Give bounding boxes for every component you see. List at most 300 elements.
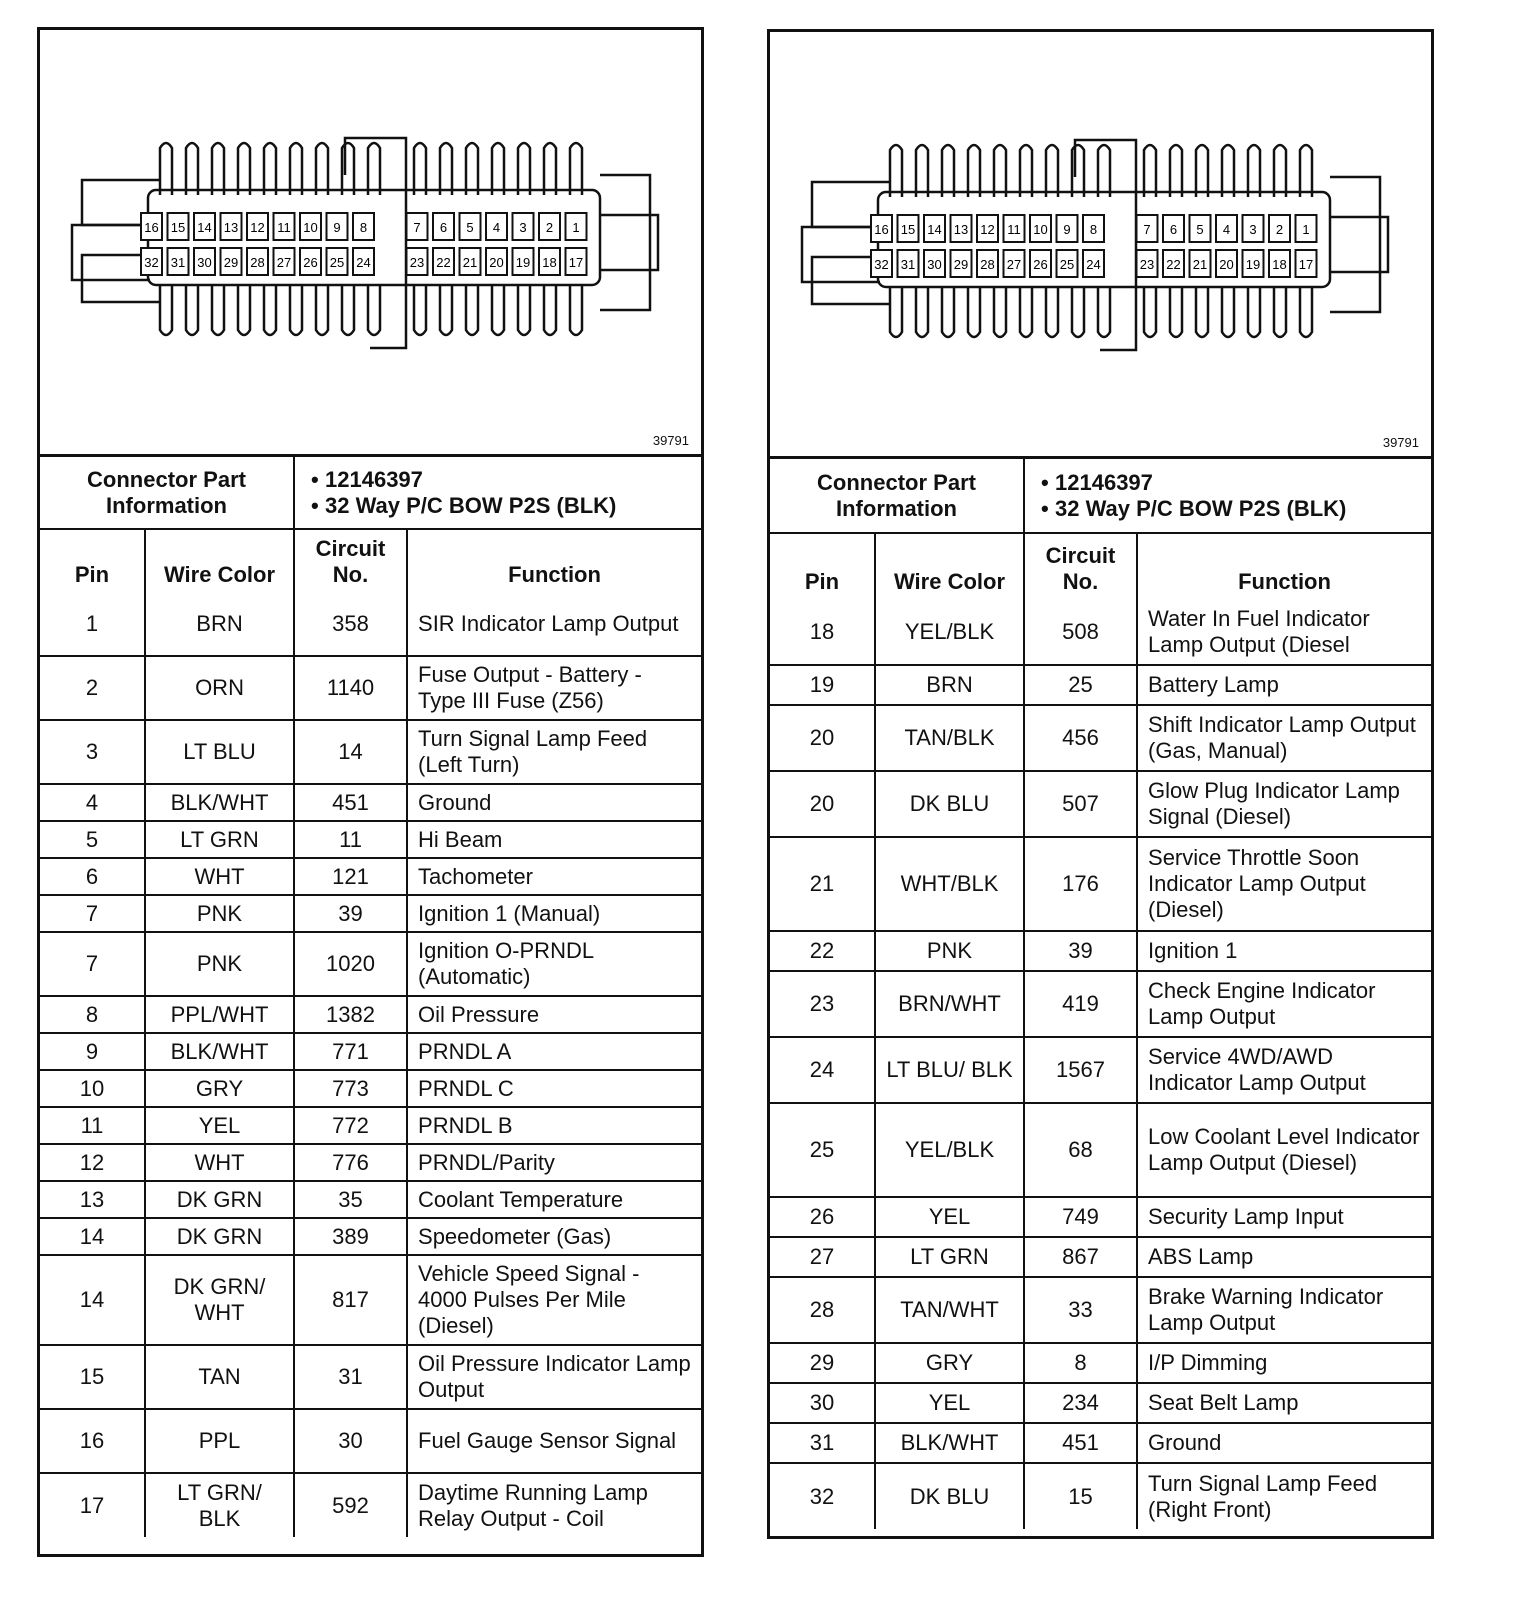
pin-cell-diagram bbox=[977, 250, 998, 277]
pin-cell: 5 bbox=[40, 821, 145, 858]
circuit-cell: 30 bbox=[294, 1409, 407, 1473]
pin-cell: 26 bbox=[770, 1197, 875, 1237]
pin-number: 21 bbox=[462, 255, 478, 270]
function-cell: SIR Indicator Lamp Output bbox=[407, 592, 701, 656]
pin-cell: 3 bbox=[40, 720, 145, 784]
pin-cell: 18 bbox=[770, 599, 875, 665]
pin-cell-diagram bbox=[274, 248, 295, 275]
wire-color-cell: ORN bbox=[145, 656, 294, 720]
pin-cell-diagram bbox=[924, 215, 945, 242]
function-cell: Water In Fuel Indicator Lamp Output (Diesel bbox=[1137, 599, 1431, 665]
connector-figure bbox=[40, 30, 701, 457]
pin-number: 9 bbox=[333, 220, 341, 235]
pin-cell: 29 bbox=[770, 1343, 875, 1383]
function-cell: Ignition 1 bbox=[1137, 931, 1431, 971]
pin-number: 15 bbox=[170, 220, 186, 235]
pin-row bbox=[40, 1107, 701, 1144]
pin-cell-diagram bbox=[513, 248, 534, 275]
circuit-cell: 35 bbox=[294, 1181, 407, 1218]
pin-cell-diagram bbox=[247, 248, 268, 275]
pin-cell: 20 bbox=[770, 705, 875, 771]
pin-cell-diagram bbox=[977, 215, 998, 242]
pin-cell-diagram bbox=[566, 248, 587, 275]
circuit-cell: 1382 bbox=[294, 996, 407, 1033]
pin-row bbox=[40, 1345, 701, 1409]
pin-cell: 16 bbox=[40, 1409, 145, 1473]
function-cell: Brake Warning Indicator Lamp Output bbox=[1137, 1277, 1431, 1343]
pin-cell: 1 bbox=[40, 592, 145, 656]
pin-cell-diagram bbox=[1243, 250, 1264, 277]
pin-row bbox=[40, 1255, 701, 1345]
circuit-cell: 358 bbox=[294, 592, 407, 656]
connector-info-label: Connector Part Information bbox=[770, 459, 1024, 533]
pin-cell-diagram bbox=[1083, 250, 1104, 277]
wire-color-cell: BRN bbox=[875, 665, 1024, 705]
pin-cell-diagram bbox=[1216, 215, 1237, 242]
connector-table bbox=[770, 459, 1431, 1529]
pin-cell: 13 bbox=[40, 1181, 145, 1218]
pin-cell: 14 bbox=[40, 1255, 145, 1345]
wire-color-cell: PPL/WHT bbox=[145, 996, 294, 1033]
pin-row bbox=[40, 1218, 701, 1255]
pin-number: 23 bbox=[409, 255, 425, 270]
function-cell: Fuse Output - Battery - Type III Fuse (Z56) bbox=[407, 656, 701, 720]
pin-number: 5 bbox=[466, 220, 474, 235]
pin-number: 32 bbox=[874, 257, 889, 272]
function-cell: Glow Plug Indicator Lamp Signal (Diesel) bbox=[1137, 771, 1431, 837]
pin-cell: 9 bbox=[40, 1033, 145, 1070]
figure-id: 39791 bbox=[652, 433, 689, 448]
wire-color-cell: BLK/WHT bbox=[875, 1423, 1024, 1463]
function-cell: Ignition O-PRNDL (Automatic) bbox=[407, 932, 701, 996]
pin-number: 16 bbox=[874, 222, 889, 237]
function-cell: Service 4WD/AWD Indicator Lamp Output bbox=[1137, 1037, 1431, 1103]
pin-cell: 30 bbox=[770, 1383, 875, 1423]
connector-info-row bbox=[770, 459, 1431, 533]
wire-color-cell: DK BLU bbox=[875, 1463, 1024, 1529]
pin-cell-diagram bbox=[1163, 250, 1184, 277]
circuit-cell: 121 bbox=[294, 858, 407, 895]
pin-number: 23 bbox=[1139, 257, 1155, 272]
circuit-cell: 776 bbox=[294, 1144, 407, 1181]
pin-number: 26 bbox=[1033, 257, 1048, 272]
pin-number: 22 bbox=[436, 255, 451, 270]
pin-number: 19 bbox=[515, 255, 531, 270]
function-cell: Hi Beam bbox=[407, 821, 701, 858]
circuit-cell: 508 bbox=[1024, 599, 1137, 665]
circuit-cell: 749 bbox=[1024, 1197, 1137, 1237]
pin-cell-diagram bbox=[1004, 250, 1025, 277]
function-cell: Oil Pressure bbox=[407, 996, 701, 1033]
pin-cell-diagram bbox=[300, 213, 321, 240]
wire-color-cell: GRY bbox=[875, 1343, 1024, 1383]
function-cell: I/P Dimming bbox=[1137, 1343, 1431, 1383]
pin-cell-diagram bbox=[1190, 215, 1211, 242]
circuit-cell: 817 bbox=[294, 1255, 407, 1345]
pin-number: 24 bbox=[1086, 257, 1101, 272]
pin-cell-diagram bbox=[1004, 215, 1025, 242]
header-circuit: Circuit No. bbox=[1024, 533, 1137, 599]
pin-number: 15 bbox=[900, 222, 916, 237]
function-cell: ABS Lamp bbox=[1137, 1237, 1431, 1277]
pin-cell-diagram bbox=[951, 215, 972, 242]
pin-row bbox=[770, 1277, 1431, 1343]
pin-cell-diagram bbox=[898, 250, 919, 277]
function-cell: PRNDL B bbox=[407, 1107, 701, 1144]
pin-row bbox=[770, 1423, 1431, 1463]
wire-color-cell: LT GRN bbox=[145, 821, 294, 858]
pin-row bbox=[40, 932, 701, 996]
pin-cell-diagram bbox=[513, 213, 534, 240]
circuit-cell: 1140 bbox=[294, 656, 407, 720]
function-cell: Service Throttle Soon Indicator Lamp Output (Diesel) bbox=[1137, 837, 1431, 931]
pin-row bbox=[770, 1037, 1431, 1103]
wire-color-cell: YEL bbox=[145, 1107, 294, 1144]
pin-cell-diagram bbox=[951, 250, 972, 277]
connector-info-label: Connector Part Information bbox=[40, 457, 294, 529]
connector-diagram bbox=[40, 30, 701, 454]
circuit-cell: 772 bbox=[294, 1107, 407, 1144]
circuit-cell: 33 bbox=[1024, 1277, 1137, 1343]
function-cell: Ignition 1 (Manual) bbox=[407, 895, 701, 932]
circuit-cell: 68 bbox=[1024, 1103, 1137, 1197]
circuit-cell: 451 bbox=[294, 784, 407, 821]
pin-cell-diagram bbox=[1163, 215, 1184, 242]
pin-number: 3 bbox=[519, 220, 527, 235]
pin-number: 10 bbox=[1033, 222, 1048, 237]
function-cell: PRNDL A bbox=[407, 1033, 701, 1070]
pin-cell-diagram bbox=[274, 213, 295, 240]
pin-cell-diagram bbox=[327, 213, 348, 240]
pin-number: 10 bbox=[303, 220, 318, 235]
pin-cell-diagram bbox=[327, 248, 348, 275]
pin-cell: 32 bbox=[770, 1463, 875, 1529]
header-pin: Pin bbox=[40, 529, 145, 592]
pin-number: 14 bbox=[927, 222, 942, 237]
header-wire-color: Wire Color bbox=[875, 533, 1024, 599]
pin-number: 18 bbox=[1272, 257, 1287, 272]
pin-number: 9 bbox=[1063, 222, 1071, 237]
circuit-cell: 11 bbox=[294, 821, 407, 858]
circuit-cell: 867 bbox=[1024, 1237, 1137, 1277]
pin-cell: 20 bbox=[770, 771, 875, 837]
pin-cell: 27 bbox=[770, 1237, 875, 1277]
figure-id: 39791 bbox=[1382, 435, 1419, 450]
pin-cell: 15 bbox=[40, 1345, 145, 1409]
pin-number: 4 bbox=[492, 220, 501, 235]
function-cell: Turn Signal Lamp Feed (Right Front) bbox=[1137, 1463, 1431, 1529]
circuit-cell: 234 bbox=[1024, 1383, 1137, 1423]
function-cell: Seat Belt Lamp bbox=[1137, 1383, 1431, 1423]
pin-cell-diagram bbox=[871, 215, 892, 242]
wire-color-cell: BRN/WHT bbox=[875, 971, 1024, 1037]
pin-cell-diagram bbox=[898, 215, 919, 242]
pin-number: 20 bbox=[1219, 257, 1234, 272]
pin-row bbox=[770, 705, 1431, 771]
pin-number: 17 bbox=[1298, 257, 1314, 272]
connector-figure bbox=[770, 32, 1431, 459]
function-cell: PRNDL/Parity bbox=[407, 1144, 701, 1181]
pin-cell: 21 bbox=[770, 837, 875, 931]
pin-cell: 7 bbox=[40, 932, 145, 996]
header-function: Function bbox=[407, 529, 701, 592]
pin-cell: 10 bbox=[40, 1070, 145, 1107]
pin-cell: 23 bbox=[770, 971, 875, 1037]
pin-cell-diagram bbox=[221, 213, 242, 240]
pin-cell-diagram bbox=[1216, 250, 1237, 277]
function-cell: Vehicle Speed Signal - 4000 Pulses Per Mile (Diesel) bbox=[407, 1255, 701, 1345]
header-wire-color: Wire Color bbox=[145, 529, 294, 592]
wire-color-cell: BLK/WHT bbox=[145, 784, 294, 821]
header-pin: Pin bbox=[770, 533, 875, 599]
pin-cell-diagram bbox=[141, 213, 162, 240]
circuit-cell: 8 bbox=[1024, 1343, 1137, 1383]
function-cell: Daytime Running Lamp Relay Output - Coil bbox=[407, 1473, 701, 1537]
pin-number: 4 bbox=[1222, 222, 1231, 237]
pin-number: 13 bbox=[953, 222, 969, 237]
pin-cell-diagram bbox=[539, 213, 560, 240]
wire-color-cell: LT GRN bbox=[875, 1237, 1024, 1277]
pin-cell: 4 bbox=[40, 784, 145, 821]
pin-row bbox=[40, 592, 701, 656]
wire-color-cell: DK BLU bbox=[875, 771, 1024, 837]
wire-color-cell: LT BLU bbox=[145, 720, 294, 784]
pin-cell-diagram bbox=[924, 250, 945, 277]
pin-number: 31 bbox=[900, 257, 916, 272]
pin-cell-diagram bbox=[353, 213, 374, 240]
pin-row bbox=[770, 931, 1431, 971]
pin-cell-diagram bbox=[433, 213, 454, 240]
pin-cell-diagram bbox=[871, 250, 892, 277]
pin-number: 1 bbox=[1302, 222, 1310, 237]
pin-number: 12 bbox=[980, 222, 995, 237]
pin-row bbox=[40, 821, 701, 858]
wire-color-cell: WHT bbox=[145, 1144, 294, 1181]
pin-row bbox=[770, 1383, 1431, 1423]
pin-number: 2 bbox=[1275, 222, 1284, 237]
function-cell: Shift Indicator Lamp Output (Gas, Manual) bbox=[1137, 705, 1431, 771]
pin-number: 25 bbox=[1059, 257, 1075, 272]
pin-row bbox=[770, 599, 1431, 665]
wire-color-cell: BLK/WHT bbox=[145, 1033, 294, 1070]
part-number: • 12146397 bbox=[305, 467, 691, 493]
pin-row bbox=[40, 1409, 701, 1473]
header-circuit: Circuit No. bbox=[294, 529, 407, 592]
pin-number: 11 bbox=[277, 220, 291, 235]
function-cell: Speedometer (Gas) bbox=[407, 1218, 701, 1255]
pin-row bbox=[770, 1463, 1431, 1529]
connector-description: • 32 Way P/C BOW P2S (BLK) bbox=[305, 493, 691, 519]
pin-number: 7 bbox=[413, 220, 421, 235]
pin-cell-diagram bbox=[1057, 250, 1078, 277]
wire-color-cell: YEL bbox=[875, 1383, 1024, 1423]
header-row bbox=[40, 529, 701, 592]
function-cell: Check Engine Indicator Lamp Output bbox=[1137, 971, 1431, 1037]
pin-cell-diagram bbox=[433, 248, 454, 275]
wire-color-cell: WHT/BLK bbox=[875, 837, 1024, 931]
pin-cell-diagram bbox=[1057, 215, 1078, 242]
pin-number: 20 bbox=[489, 255, 504, 270]
pin-number: 25 bbox=[329, 255, 345, 270]
pin-number: 24 bbox=[356, 255, 371, 270]
wire-color-cell: TAN/BLK bbox=[875, 705, 1024, 771]
pin-cell-diagram bbox=[194, 213, 215, 240]
pin-cell: 7 bbox=[40, 895, 145, 932]
pin-row bbox=[40, 720, 701, 784]
wire-color-cell: DK GRN bbox=[145, 1218, 294, 1255]
pin-row bbox=[770, 771, 1431, 837]
pin-number: 1 bbox=[572, 220, 580, 235]
connector-info-values bbox=[1024, 459, 1431, 533]
pin-number: 29 bbox=[223, 255, 239, 270]
pin-row bbox=[40, 858, 701, 895]
pin-cell: 31 bbox=[770, 1423, 875, 1463]
pin-cell-diagram bbox=[486, 213, 507, 240]
pin-cell-diagram bbox=[1269, 215, 1290, 242]
pin-number: 2 bbox=[545, 220, 554, 235]
function-cell: Low Coolant Level Indicator Lamp Output (Diesel) bbox=[1137, 1103, 1431, 1197]
pin-cell-diagram bbox=[221, 248, 242, 275]
wire-color-cell: DK GRN/ WHT bbox=[145, 1255, 294, 1345]
function-cell: Tachometer bbox=[407, 858, 701, 895]
wire-color-cell: LT GRN/ BLK bbox=[145, 1473, 294, 1537]
pin-number: 28 bbox=[980, 257, 995, 272]
pin-number: 22 bbox=[1166, 257, 1181, 272]
wire-color-cell: DK GRN bbox=[145, 1181, 294, 1218]
pin-cell: 11 bbox=[40, 1107, 145, 1144]
connector-info-row bbox=[40, 457, 701, 529]
pin-cell-diagram bbox=[168, 213, 189, 240]
pin-row bbox=[770, 1197, 1431, 1237]
pin-cell: 17 bbox=[40, 1473, 145, 1537]
function-cell: Coolant Temperature bbox=[407, 1181, 701, 1218]
pin-row bbox=[40, 1473, 701, 1537]
circuit-cell: 592 bbox=[294, 1473, 407, 1537]
pin-number: 21 bbox=[1192, 257, 1208, 272]
circuit-cell: 39 bbox=[1024, 931, 1137, 971]
pin-number: 6 bbox=[1169, 222, 1178, 237]
pin-cell-diagram bbox=[353, 248, 374, 275]
pin-row bbox=[770, 665, 1431, 705]
pin-cell-diagram bbox=[539, 248, 560, 275]
pin-cell-diagram bbox=[566, 213, 587, 240]
pin-cell-diagram bbox=[1137, 250, 1158, 277]
circuit-cell: 39 bbox=[294, 895, 407, 932]
pin-cell-diagram bbox=[460, 248, 481, 275]
part-number: • 12146397 bbox=[1035, 470, 1421, 496]
pin-number: 27 bbox=[276, 255, 292, 270]
function-cell: PRNDL C bbox=[407, 1070, 701, 1107]
pin-number: 6 bbox=[439, 220, 448, 235]
pin-number: 12 bbox=[250, 220, 265, 235]
pin-number: 18 bbox=[542, 255, 557, 270]
wire-color-cell: PNK bbox=[145, 895, 294, 932]
pin-row bbox=[40, 784, 701, 821]
pin-number: 30 bbox=[927, 257, 942, 272]
wire-color-cell: YEL/BLK bbox=[875, 599, 1024, 665]
pin-row bbox=[770, 1103, 1431, 1197]
pin-row bbox=[40, 656, 701, 720]
pin-cell-diagram bbox=[168, 248, 189, 275]
pin-number: 32 bbox=[144, 255, 159, 270]
circuit-cell: 451 bbox=[1024, 1423, 1137, 1463]
circuit-cell: 1020 bbox=[294, 932, 407, 996]
pin-number: 17 bbox=[568, 255, 584, 270]
wire-color-cell: WHT bbox=[145, 858, 294, 895]
wire-color-cell: PNK bbox=[875, 931, 1024, 971]
wire-color-cell: TAN bbox=[145, 1345, 294, 1409]
pin-number: 31 bbox=[170, 255, 186, 270]
pin-number: 7 bbox=[1143, 222, 1151, 237]
pin-cell: 28 bbox=[770, 1277, 875, 1343]
circuit-cell: 31 bbox=[294, 1345, 407, 1409]
wire-color-cell: BRN bbox=[145, 592, 294, 656]
pin-number: 3 bbox=[1249, 222, 1257, 237]
circuit-cell: 771 bbox=[294, 1033, 407, 1070]
pin-number: 30 bbox=[197, 255, 212, 270]
function-cell: Battery Lamp bbox=[1137, 665, 1431, 705]
circuit-cell: 456 bbox=[1024, 705, 1137, 771]
wire-color-cell: TAN/WHT bbox=[875, 1277, 1024, 1343]
function-cell: Fuel Gauge Sensor Signal bbox=[407, 1409, 701, 1473]
pinout-panel-left bbox=[37, 27, 704, 1557]
pin-cell-diagram bbox=[1243, 215, 1264, 242]
pin-row bbox=[40, 1144, 701, 1181]
pin-row bbox=[770, 1343, 1431, 1383]
pinout-panel-right bbox=[767, 29, 1434, 1539]
connector-description: • 32 Way P/C BOW P2S (BLK) bbox=[1035, 496, 1421, 522]
function-cell: Turn Signal Lamp Feed (Left Turn) bbox=[407, 720, 701, 784]
pin-cell-diagram bbox=[1190, 250, 1211, 277]
connector-info-values bbox=[294, 457, 701, 529]
function-cell: Security Lamp Input bbox=[1137, 1197, 1431, 1237]
pin-row bbox=[40, 1070, 701, 1107]
connector-table bbox=[40, 457, 701, 1537]
pin-number: 11 bbox=[1007, 222, 1021, 237]
pin-cell-diagram bbox=[1269, 250, 1290, 277]
pin-number: 14 bbox=[197, 220, 212, 235]
circuit-cell: 419 bbox=[1024, 971, 1137, 1037]
circuit-cell: 15 bbox=[1024, 1463, 1137, 1529]
pin-number: 8 bbox=[1089, 222, 1098, 237]
circuit-cell: 1567 bbox=[1024, 1037, 1137, 1103]
pin-cell-diagram bbox=[194, 248, 215, 275]
pin-row bbox=[770, 837, 1431, 931]
pin-cell-diagram bbox=[1137, 215, 1158, 242]
wire-color-cell: GRY bbox=[145, 1070, 294, 1107]
wire-color-cell: PNK bbox=[145, 932, 294, 996]
pin-cell-diagram bbox=[1296, 250, 1317, 277]
pin-cell: 24 bbox=[770, 1037, 875, 1103]
pin-row bbox=[40, 1033, 701, 1070]
pin-cell: 2 bbox=[40, 656, 145, 720]
header-row bbox=[770, 533, 1431, 599]
function-cell: Ground bbox=[407, 784, 701, 821]
circuit-cell: 14 bbox=[294, 720, 407, 784]
pin-grid bbox=[871, 215, 1317, 277]
header-function: Function bbox=[1137, 533, 1431, 599]
circuit-cell: 25 bbox=[1024, 665, 1137, 705]
pin-cell-diagram bbox=[486, 248, 507, 275]
pin-row bbox=[40, 895, 701, 932]
pin-cell-diagram bbox=[1030, 250, 1051, 277]
circuit-cell: 773 bbox=[294, 1070, 407, 1107]
pin-number: 13 bbox=[223, 220, 239, 235]
circuit-cell: 507 bbox=[1024, 771, 1137, 837]
function-cell: Oil Pressure Indicator Lamp Output bbox=[407, 1345, 701, 1409]
pin-number: 27 bbox=[1006, 257, 1022, 272]
pin-cell: 12 bbox=[40, 1144, 145, 1181]
